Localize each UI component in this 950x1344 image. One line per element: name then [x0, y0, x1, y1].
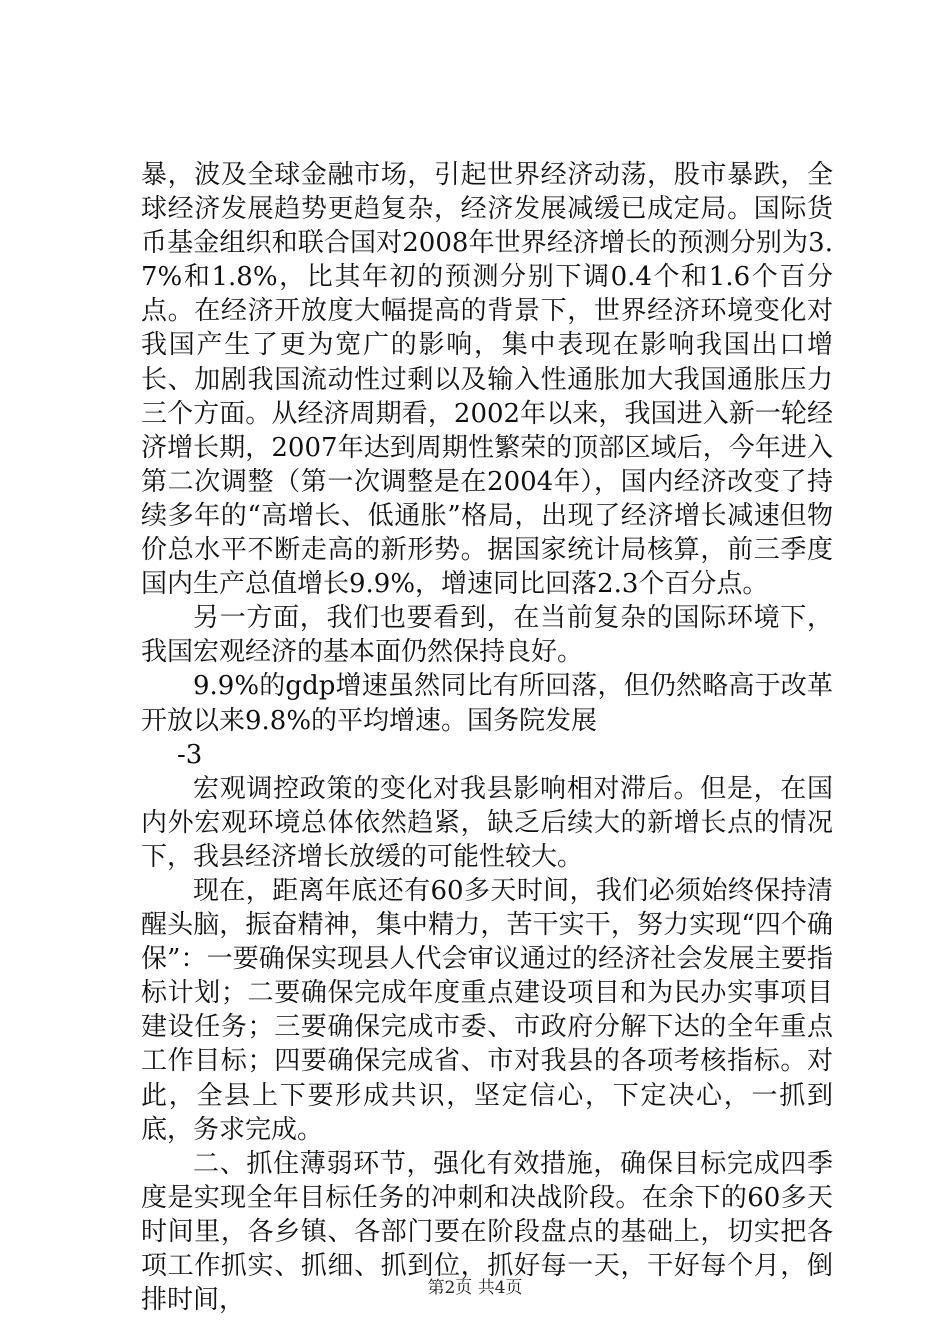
inline-page-number: -3	[177, 739, 203, 770]
paragraph-2: 另一方面，我们也要看到，在当前复杂的国际环境下，我国宏观经济的基本面仍然保持良好。	[141, 603, 833, 668]
paragraph-6: 二、抓住薄弱环节，强化有效措施，确保目标完成四季度是实现全年目标任务的冲刺和决战阶段。在余下的60多天时间里，各乡镇、各部门要在阶段盘点的基础上，切实把各项工作抓实、抓细、抓到位，抓好每一天，干好每个月，倒排时间，	[141, 1148, 833, 1316]
paragraph-4: 宏观调控政策的变化对我县影响相对滞后。但是，在国内外宏观环境总体依然趋紧，缺乏后续大的新增长点的情况下，我县经济增长放缓的可能性较大。	[141, 773, 833, 872]
document-body	[141, 158, 833, 1317]
paragraph-3: 9.9%的gdp增速虽然同比有所回落，但仍然略高于改革开放以来9.8%的平均增速。国务院发展	[141, 671, 833, 736]
page-footer: 第2页 共4页	[427, 1278, 523, 1298]
paragraph-5: 现在，距离年底还有60多天时间，我们必须始终保持清醒头脑，振奋精神，集中精力，苦干实干，努力实现“四个确保”：一要确保实现县人代会审议通过的经济社会发展主要指标计划；二要确保完成年度重点建设项目和为民办实事项目建设任务；三要确保完成市委、市政府分解下达的全年重点工作目标；四要确保完成省、市对我县的各项考核指标。对此，全县上下要形成共识，坚定信心，下定决心，一抓到底，务求完成。	[141, 875, 833, 1145]
paragraph-1: 暴，波及全球金融市场，引起世界经济动荡，股市暴跌，全球经济发展趋势更趋复杂，经济发展减缓已成定局。国际货币基金组织和联合国对2008年世界经济增长的预测分别为3.7%和1.8%，比其年初的预测分别下调0.4个和1.6个百分点。在经济开放度大幅提高的背景下，世界经济环境变化对我国产生了更为宽广的影响，集中表现在影响我国出口增长、加剧我国流动性过剩以及输入性通胀加大我国通胀压力三个方面。从经济周期看，2002年以来，我国进入新一轮经济增长期，2007年达到周期性繁荣的顶部区域后，今年进入第二次调整（第一次调整是在2004年），国内经济改变了持续多年的“高增长、低通胀”格局，出现了经济增长减速但物价总水平不断走高的新形势。据国家统计局核算，前三季度国内生产总值增长9.9%，增速同比回落2.3个百分点。	[141, 160, 833, 600]
